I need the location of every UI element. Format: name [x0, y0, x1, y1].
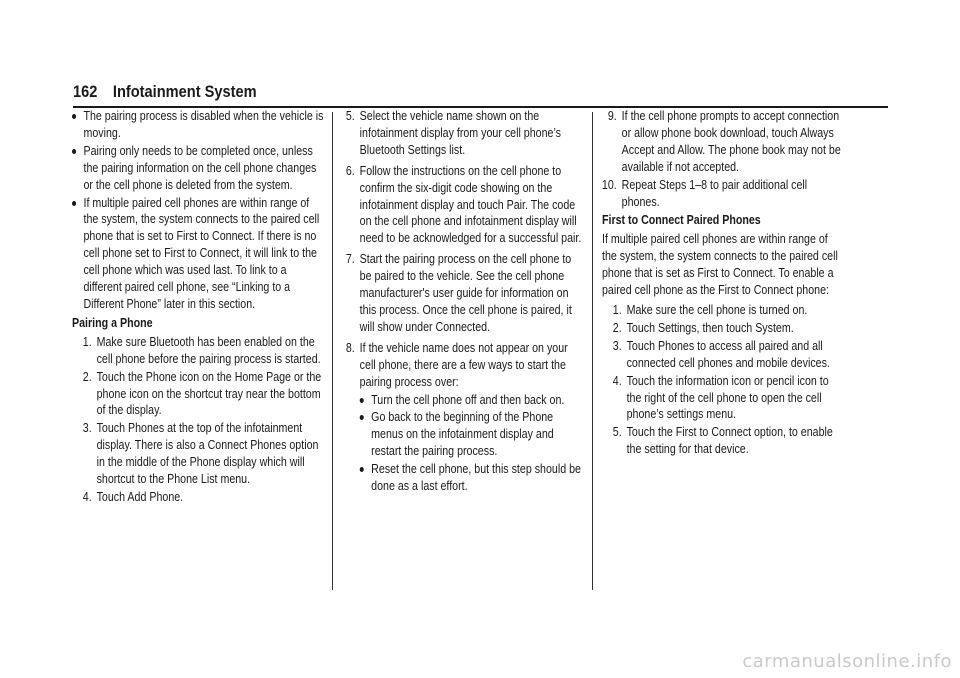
column-3: [602, 108, 844, 459]
step-item: 3. Touch Phones to access all paired and all connected cell phones and mobile devices.: [612, 337, 830, 370]
step-item: 1. Make sure the cell phone is turned on.: [612, 301, 808, 317]
section-title: Infotainment System: [112, 82, 257, 101]
step-item: 1. Make sure Bluetooth has been enabled on the cell phone before the pairing process is started.: [82, 333, 321, 366]
step-item: 10. Repeat Steps 1–8 to pair additional cell phones.: [601, 176, 808, 209]
column-1: [72, 108, 324, 507]
step-item: 9. If the cell phone prompts to accept connection or allow phone book download, touch Always Accept and Allow. The phone book may not be available if not accepted.: [607, 108, 841, 174]
watermark: carmanualsonline.info: [742, 651, 952, 672]
page-header: [73, 82, 778, 106]
section-heading: First to Connect Paired Phones: [602, 212, 761, 228]
step-item: 5. Touch the First to Connect option, to enable the setting for that device.: [612, 424, 833, 457]
section-heading: Pairing a Phone: [72, 314, 153, 330]
step-item: 3. Touch Phones at the top of the infotainment display. There is also a Connect Phones option in the middle of the Phone display which will shortcut to the Phone List menu.: [82, 420, 319, 487]
sub-bullet-item: Go back to the beginning of the Phone menus on the infotainment display and restart the pairing process.: [360, 409, 583, 460]
sub-bullet-item: Reset the cell phone, but this step should be done as a last effort.: [360, 461, 583, 495]
sub-bullet-item: Turn the cell phone off and then back on.: [360, 392, 583, 409]
step-item: 2. Touch Settings, then touch System.: [612, 319, 794, 335]
step-item: 7. Start the pairing process on the cell phone to be paired to the vehicle. See the cell phone manufacturer's user guide for information on this process. Once the cell phone is paired, it will show under Connected.: [345, 251, 572, 334]
paragraph: If multiple paired cell phones are within range of the system, the system connects to the paired cell phone that is set as First to Connect. To enable a paired cell phone as the First to Connect phone:: [602, 231, 838, 298]
bullet-item: The pairing process is disabled when the vehicle is moving.: [72, 108, 324, 142]
step-item: 4. Touch the information icon or pencil icon to the right of the cell phone to open the cell phone’s settings menu.: [612, 372, 829, 422]
column-2: [340, 108, 583, 496]
column-divider: [332, 112, 333, 590]
step-item: 8. If the vehicle name does not appear on your cell phone, there are a few ways to start the pairing process over:: [345, 339, 568, 389]
step-item: 6. Follow the instructions on the cell phone to confirm the six-digit code showing on the infotainment display and touch Pair. The code on the cell phone and infotainment display will need to be acknowledged for a successful pair.: [345, 162, 582, 246]
step-item: 2. Touch the Phone icon on the Home Page or the phone icon on the shortcut tray near the bottom of the display.: [82, 368, 322, 418]
bullet-item: Pairing only needs to be completed once, unless the pairing information on the cell phone changes or the cell phone is deleted from the system.: [72, 143, 324, 194]
step-item: 5. Select the vehicle name shown on the infotainment display from your cell phone’s Bluetooth Settings list.: [345, 108, 561, 157]
bullet-item: If multiple paired cell phones are within range of the system, the system connects to the paired cell phone that is set to First to Connect. If there is no cell phone set to First to Connect, it will link to the cell phone which was used last. To link to a different paired cell phone, see “Linking to a Different Phone” later in this section.: [72, 195, 324, 313]
step-item: 4. Touch Add Phone.: [82, 488, 184, 504]
page-number: 162: [73, 82, 98, 101]
